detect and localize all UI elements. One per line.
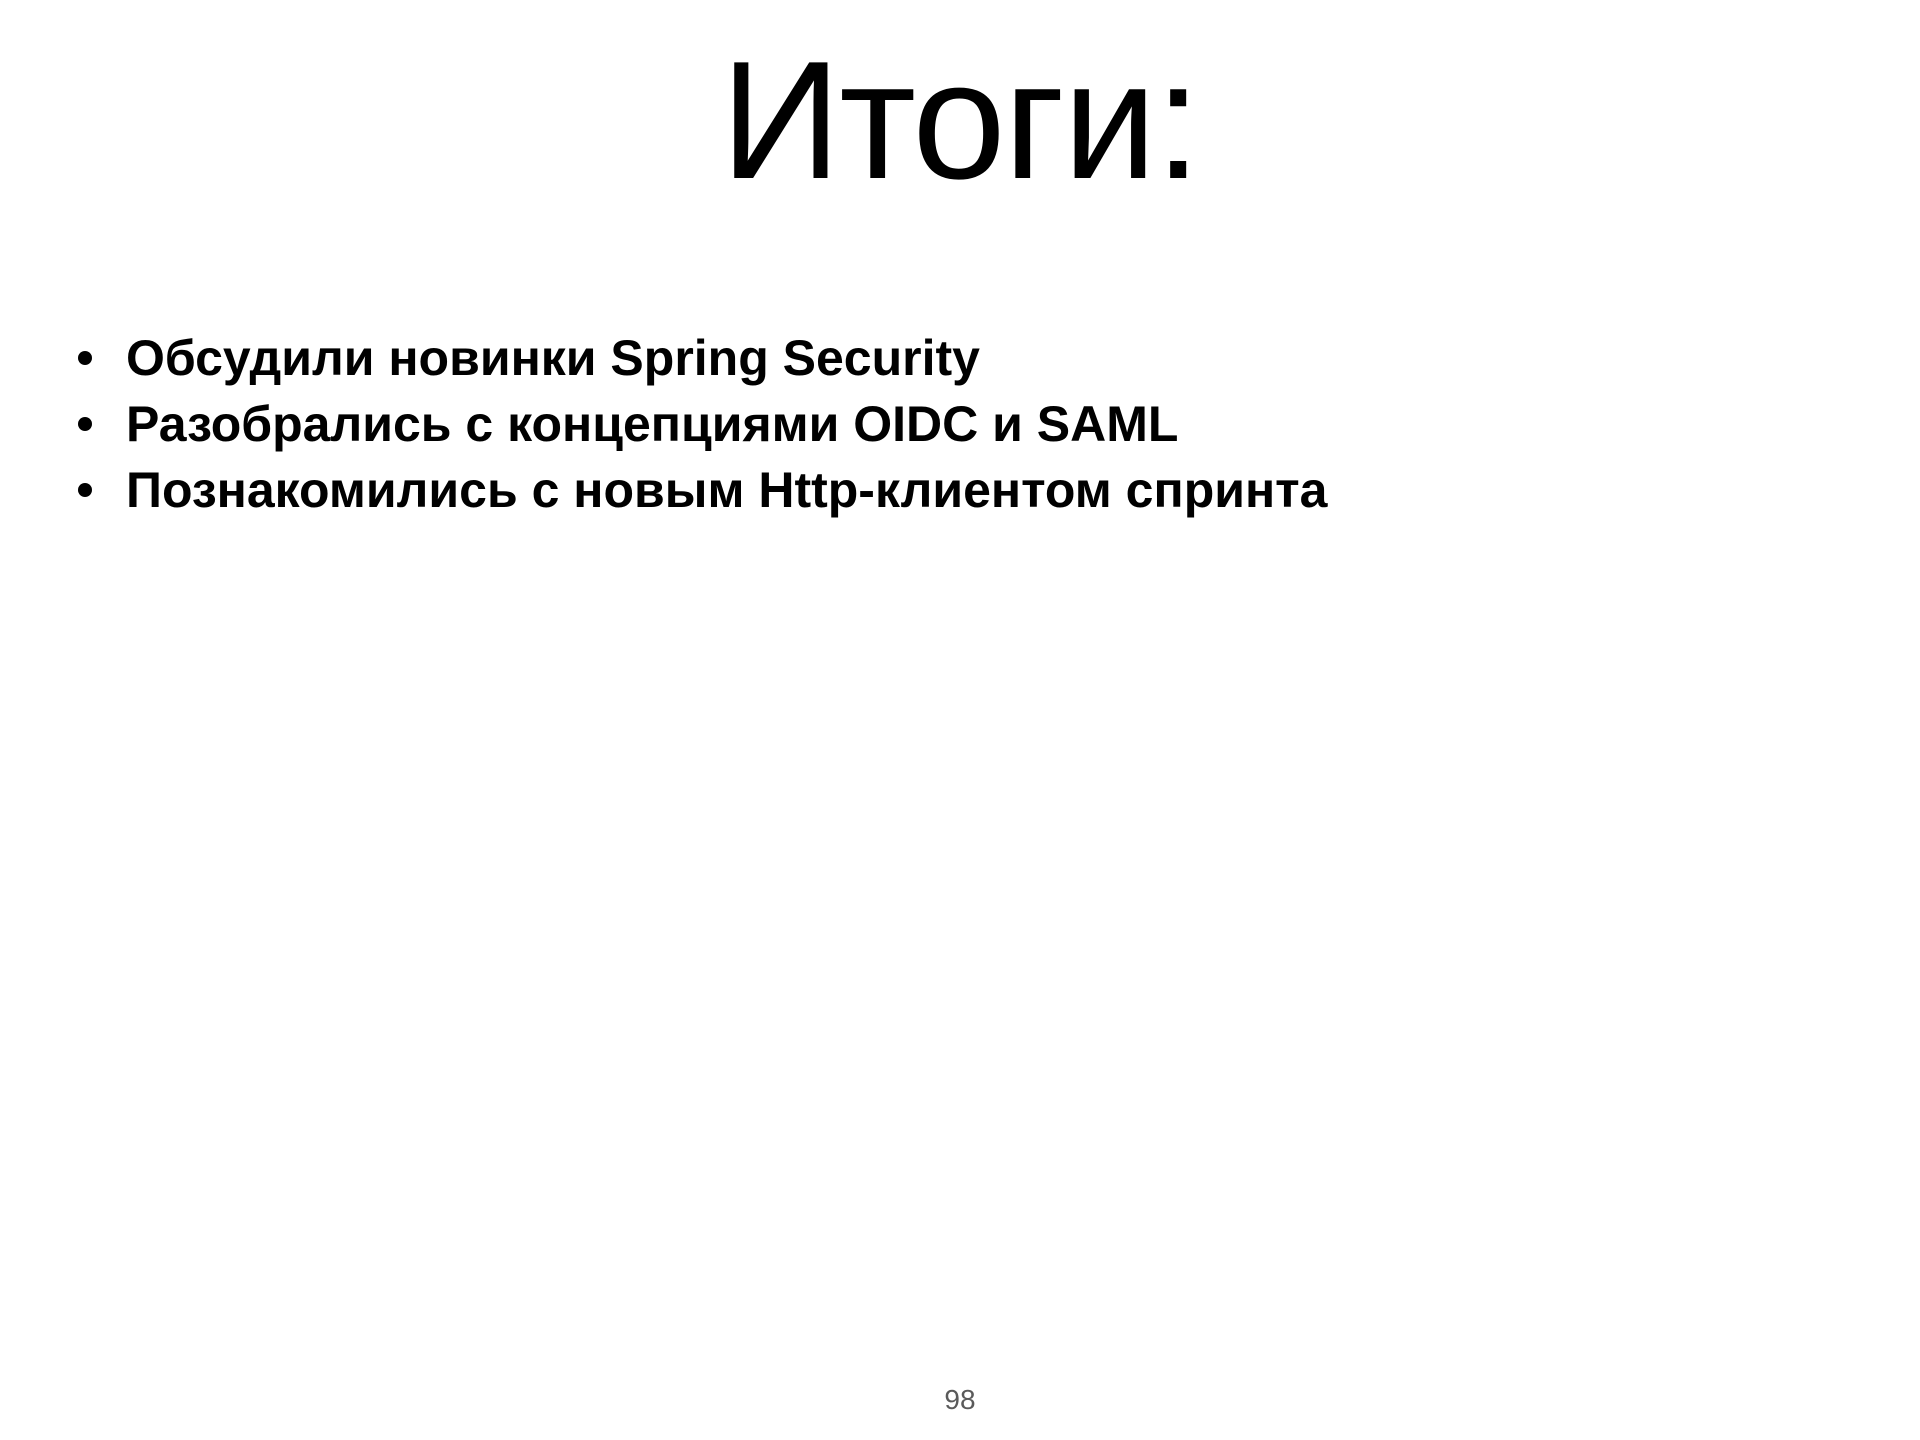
bullet-text: Познакомились с новым Http-клиентом спринта [126, 462, 1328, 518]
bullet-text: Обсудили новинки Spring Security [126, 330, 980, 386]
bullet-item [78, 325, 1838, 391]
bullet-text: Разобрались с концепциями OIDC и SAML [126, 396, 1179, 452]
bullet-dot-icon [78, 351, 92, 365]
slide-title: Итоги: [720, 26, 1200, 214]
bullet-item [78, 391, 1838, 457]
bullet-item [78, 457, 1838, 523]
bullet-list [78, 325, 1838, 523]
bullet-dot-icon [78, 417, 92, 431]
bullet-dot-icon [78, 483, 92, 497]
page-number: 98 [944, 1384, 976, 1415]
